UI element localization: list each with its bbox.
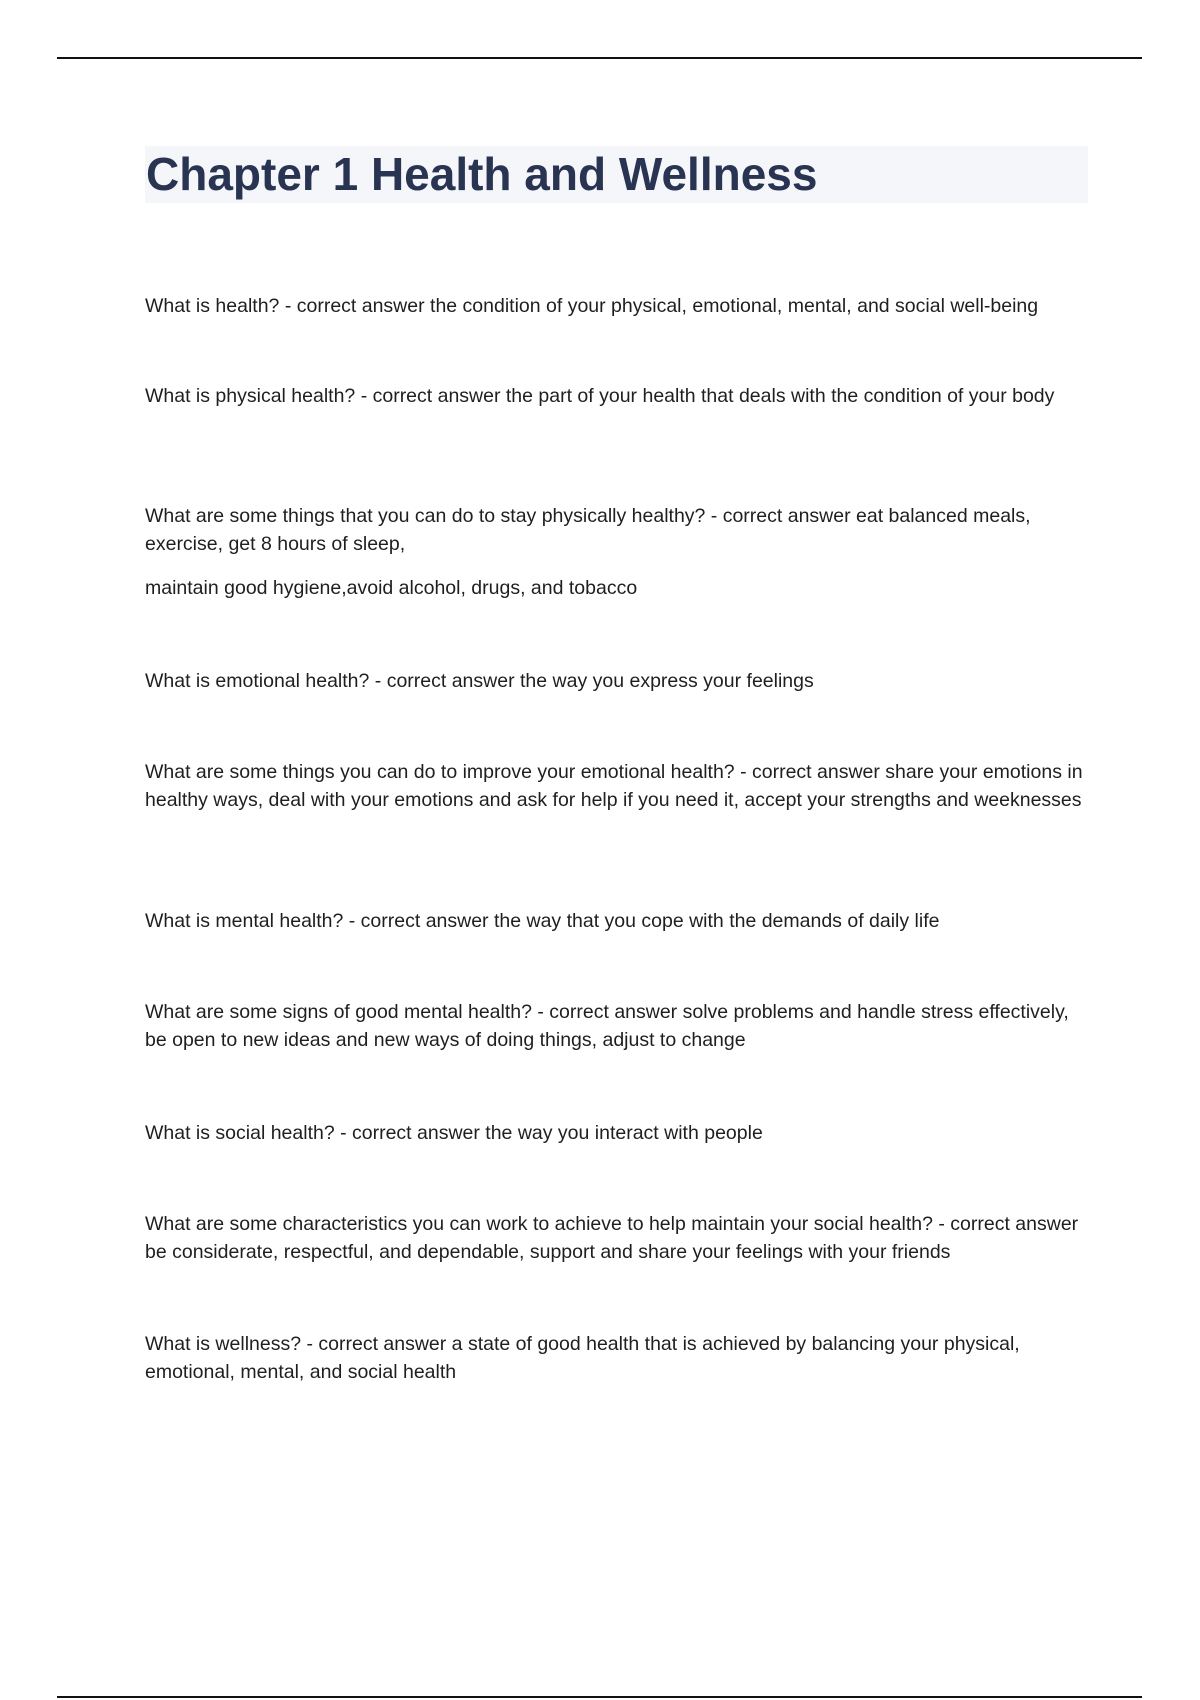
qa-item-social-health: What is social health? - correct answer the way you interact with people [145, 1122, 763, 1144]
qa-item-physical-health: What is physical health? - correct answer the part of your health that deals with the condition of your body [145, 385, 1055, 407]
qa-item-improve-emotional-health: What are some things you can do to improve your emotional health? - correct answer share your emotions in healthy ways, deal with your emotions and ask for help if you need it, accept your strengths and weeknesses [145, 761, 1083, 811]
qa-item-wellness: What is wellness? - correct answer a state of good health that is achieved by balancing your physical, emotional, mental, and social health [145, 1333, 1020, 1383]
qa-item-stay-physically-healthy [145, 502, 1090, 602]
qa-item-health: What is health? - correct answer the condition of your physical, emotional, mental, and social well-being [145, 295, 1039, 317]
page-title: Chapter 1 Health and Wellness [146, 148, 818, 200]
qa-item-continuation: maintain good hygiene,avoid alcohol, drugs, and tobacco [145, 577, 638, 599]
title-band [145, 146, 1088, 203]
qa-item-text: What are some things that you can do to stay physically healthy? - correct answer eat balanced meals, exercise, get 8 hours of sleep, [145, 505, 1031, 555]
bottom-rule [57, 1696, 1142, 1698]
top-rule [57, 57, 1142, 59]
qa-item-emotional-health: What is emotional health? - correct answer the way you express your feelings [145, 670, 814, 692]
qa-item-social-characteristics: What are some characteristics you can work to achieve to help maintain your social health? - correct answer be considerate, respectful, and dependable, support and share your feelings with your friends [145, 1213, 1079, 1263]
qa-item-mental-health: What is mental health? - correct answer the way that you cope with the demands of daily life [145, 910, 940, 932]
qa-item-signs-mental-health: What are some signs of good mental health? - correct answer solve problems and handle stress effectively, be open to new ideas and new ways of doing things, adjust to change [145, 1001, 1069, 1051]
